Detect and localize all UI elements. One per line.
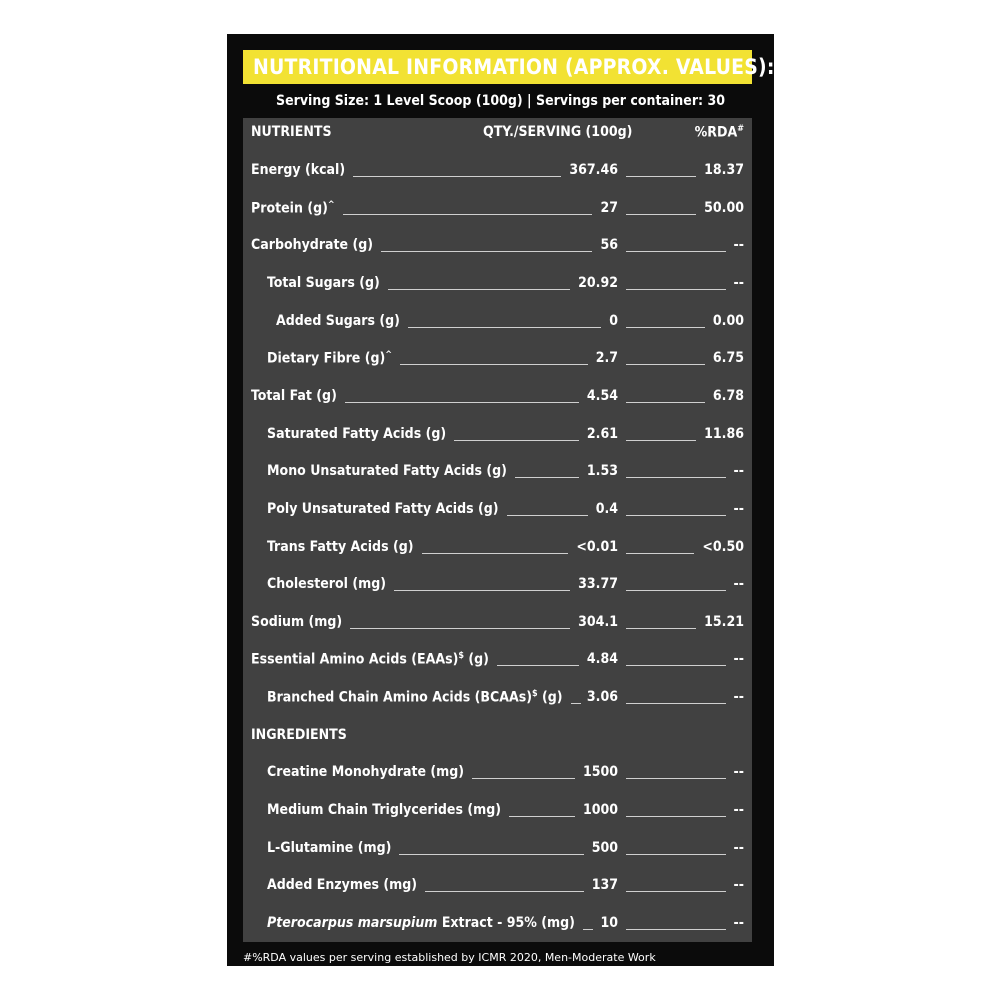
nutrient-qty: 2.61 [586, 425, 618, 442]
label-suffix: (g) [464, 652, 489, 669]
nutrient-rda: 6.78 [712, 387, 744, 404]
nutrition-table [243, 118, 752, 942]
leader-line [425, 891, 584, 892]
leader-line-rda [626, 628, 696, 629]
leader-line-rda [626, 402, 705, 403]
nutrient-rda: 50.00 [704, 199, 744, 216]
nutrient-qty: 20.92 [578, 274, 618, 291]
nutrient-row [243, 420, 752, 450]
label-sup: ^ [385, 350, 393, 361]
nutrient-rda: -- [733, 689, 744, 706]
ingredient-label [267, 764, 468, 780]
leader-line [515, 477, 579, 478]
ingredient-label [267, 840, 395, 856]
nutrient-row [243, 533, 752, 563]
serving-info: Serving Size: 1 Level Scoop (100g) | Servings per container: 30 [276, 93, 725, 109]
header-nutrients: NUTRIENTS [251, 124, 332, 140]
label-text: Poly Unsaturated Fatty Acids (g) [267, 500, 499, 517]
nutrient-label [251, 237, 377, 253]
ingredient-qty: 500 [591, 839, 618, 856]
nutrient-rda: -- [733, 576, 744, 593]
nutrient-row [243, 570, 752, 600]
leader-line [472, 778, 575, 779]
label-text: Creatine Monohydrate (mg) [267, 764, 465, 781]
label-text: Added Sugars (g) [276, 312, 400, 329]
nutrient-qty: 33.77 [578, 576, 618, 593]
leader-line [422, 553, 568, 554]
ingredient-rda: -- [733, 915, 744, 931]
nutrient-qty: 27 [600, 199, 618, 216]
nutrient-qty: 56 [600, 237, 618, 254]
nutrient-rda: -- [733, 237, 744, 254]
header-rda [695, 124, 744, 141]
leader-line-rda [626, 364, 705, 365]
label-sup: $ [532, 689, 538, 700]
nutrient-rda: 0.00 [712, 312, 744, 329]
nutrient-row [243, 269, 752, 299]
nutrient-row [243, 683, 752, 713]
leader-line [497, 665, 579, 666]
label-text: L-Glutamine (mg) [267, 839, 392, 856]
nutrient-rda: 15.21 [704, 613, 744, 630]
label-text: Cholesterol (mg) [267, 576, 387, 593]
nutrient-label [267, 426, 450, 442]
label-italic: Pterocarpus marsupium [267, 915, 438, 931]
leader-line [571, 703, 581, 704]
label-text: Dietary Fibre (g) [267, 350, 386, 367]
label-text: Mono Unsaturated Fatty Acids (g) [267, 463, 507, 480]
leader-line [353, 176, 561, 177]
leader-line-rda [626, 854, 726, 855]
nutrient-qty: 304.1 [578, 613, 618, 630]
nutrition-title: NUTRITIONAL INFORMATION (APPROX. VALUES): [243, 50, 752, 84]
ingredient-label [267, 877, 421, 893]
label-text: Trans Fatty Acids (g) [267, 538, 414, 555]
nutrient-label [267, 539, 418, 555]
nutrient-rda: -- [733, 651, 744, 668]
label-text: Protein (g) [251, 200, 328, 217]
footnote: #%RDA values per serving established by ICMR 2020, Men-Moderate Work [243, 951, 656, 964]
ingredient-qty: 10 [600, 915, 618, 931]
label-text: Essential Amino Acids (EAAs) [251, 652, 459, 669]
nutrient-rda: -- [733, 463, 744, 480]
ingredient-qty: 137 [591, 877, 618, 894]
leader-line-rda [626, 214, 696, 215]
leader-line-rda [626, 289, 726, 290]
nutrient-rda: -- [733, 274, 744, 291]
leader-line-rda [626, 251, 726, 252]
ingredients-header: INGREDIENTS [251, 727, 351, 743]
nutrient-row [243, 382, 752, 412]
nutrient-rda: 11.86 [704, 425, 744, 442]
label-sup: $ [458, 651, 465, 662]
leader-line [408, 327, 601, 328]
nutrient-label [251, 200, 339, 217]
ingredient-row [243, 796, 752, 826]
nutrient-rda: 18.37 [704, 162, 744, 178]
nutrient-qty: <0.01 [576, 538, 618, 555]
leader-line [350, 628, 570, 629]
nutrition-panel [227, 34, 774, 966]
leader-line-rda [626, 665, 726, 666]
leader-line [381, 251, 592, 252]
ingredient-row [243, 758, 752, 788]
label-text: Extract - 95% (mg) [437, 915, 575, 931]
nutrient-label [267, 350, 396, 367]
nutrient-label [251, 388, 341, 404]
label-text: Branched Chain Amino Acids (BCAAs) [267, 689, 532, 706]
ingredient-label [267, 802, 505, 818]
leader-line [394, 590, 570, 591]
label-sup: ^ [327, 199, 335, 210]
nutrient-label [267, 689, 567, 706]
nutrient-rda: <0.50 [702, 538, 744, 555]
label-text: Energy (kcal) [251, 162, 346, 178]
ingredient-qty: 1500 [582, 764, 618, 781]
nutrient-row [243, 457, 752, 487]
nutrient-qty: 1.53 [586, 463, 618, 480]
nutrient-qty: 2.7 [595, 350, 618, 367]
leader-line [345, 402, 579, 403]
nutrient-qty: 367.46 [569, 162, 618, 178]
ingredient-row [243, 834, 752, 864]
label-suffix: (g) [537, 689, 563, 706]
ingredient-qty: 1000 [582, 802, 618, 819]
nutrient-row [243, 194, 752, 224]
nutrient-qty: 0.4 [595, 500, 618, 517]
nutrient-row [243, 231, 752, 261]
label-text: Total Fat (g) [251, 387, 337, 404]
nutrient-row [243, 307, 752, 337]
nutrient-qty: 4.84 [586, 651, 618, 668]
leader-line [399, 854, 584, 855]
nutrient-label [267, 275, 384, 291]
nutrient-qty: 4.54 [586, 387, 618, 404]
leader-line-rda [626, 515, 726, 516]
leader-line-rda [626, 929, 726, 930]
nutrient-row [243, 495, 752, 525]
header-rda-mark: # [737, 124, 744, 134]
leader-line-rda [626, 816, 726, 817]
nutrient-rda: -- [733, 500, 744, 517]
nutrient-label [267, 576, 390, 592]
ingredient-row [243, 871, 752, 901]
leader-line [454, 440, 579, 441]
header-rda-label: %RDA [694, 124, 738, 141]
leader-line-rda [626, 440, 696, 441]
nutrient-row [243, 608, 752, 638]
ingredient-label [267, 915, 579, 931]
ingredient-rda: -- [733, 877, 744, 894]
nutrient-qty: 0 [609, 312, 618, 329]
label-text: Added Enzymes (mg) [267, 877, 418, 894]
nutrient-qty: 3.06 [586, 689, 618, 706]
nutrient-label [276, 313, 404, 329]
leader-line [400, 364, 588, 365]
nutrient-label [251, 614, 346, 630]
leader-line-rda [626, 477, 726, 478]
leader-line-rda [626, 327, 705, 328]
nutrient-rda: 6.75 [712, 350, 744, 367]
label-text: Medium Chain Triglycerides (mg) [267, 802, 502, 819]
leader-line-rda [626, 778, 726, 779]
leader-line-rda [626, 176, 696, 177]
ingredient-rda: -- [733, 839, 744, 856]
nutrient-label [251, 651, 493, 668]
label-text: Saturated Fatty Acids (g) [267, 425, 447, 442]
header-qty: QTY./SERVING (100g) [483, 124, 633, 140]
label-text: Sodium (mg) [251, 613, 343, 630]
leader-line [343, 214, 592, 215]
label-text: Total Sugars (g) [267, 274, 380, 291]
nutrient-row [243, 344, 752, 374]
leader-line-rda [626, 703, 726, 704]
leader-line [583, 929, 593, 930]
nutrient-label [251, 162, 349, 178]
ingredient-row [243, 909, 752, 939]
nutrient-label [267, 501, 503, 517]
nutrient-label [267, 463, 511, 479]
ingredient-rda: -- [733, 764, 744, 781]
nutrient-row [243, 645, 752, 675]
nutrient-row [243, 156, 752, 186]
leader-line-rda [626, 590, 726, 591]
label-text: Carbohydrate (g) [251, 237, 374, 254]
leader-line-rda [626, 553, 694, 554]
leader-line [509, 816, 575, 817]
leader-line-rda [626, 891, 726, 892]
leader-line [507, 515, 588, 516]
leader-line [388, 289, 570, 290]
ingredient-rda: -- [733, 802, 744, 819]
